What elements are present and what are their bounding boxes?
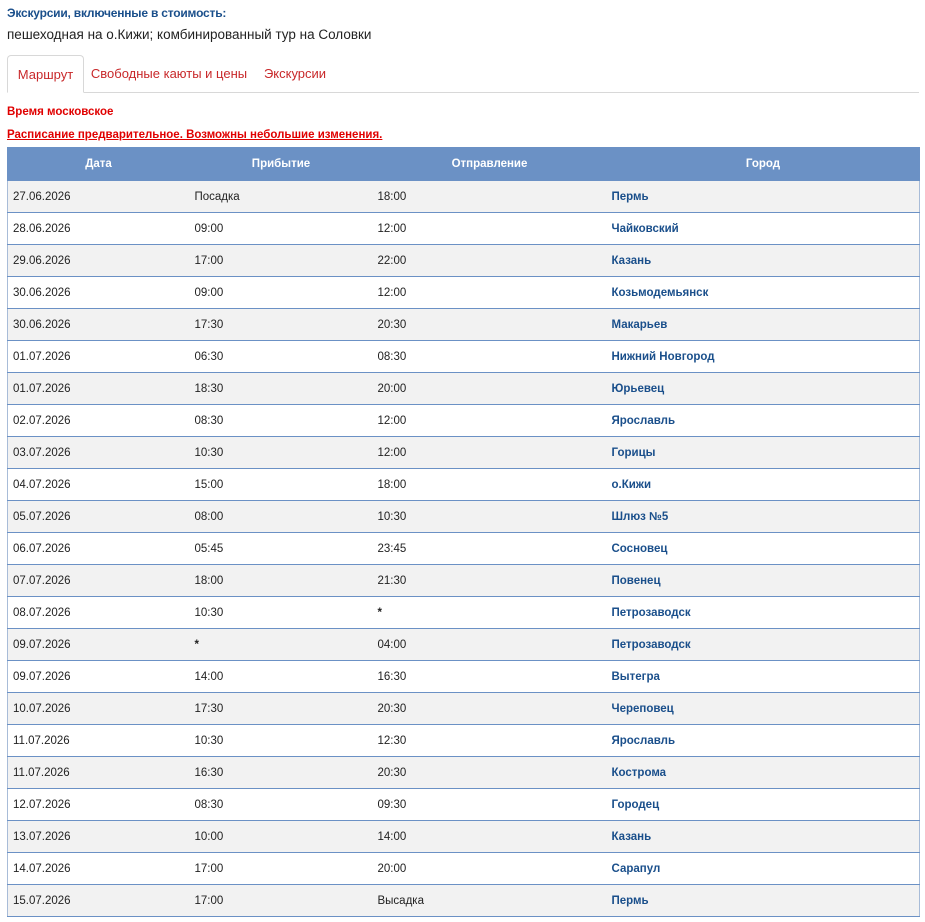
- table-row: [8, 213, 920, 245]
- departure-cell: 12:00: [373, 277, 607, 309]
- date-cell: 01.07.2026: [8, 341, 190, 373]
- departure-cell: 10:30: [373, 501, 607, 533]
- city-cell: [607, 661, 920, 693]
- table-row: [8, 437, 920, 469]
- tab-route[interactable]: Маршрут: [7, 55, 84, 93]
- departure-cell: 16:30: [373, 661, 607, 693]
- city-cell: [607, 789, 920, 821]
- date-cell: 14.07.2026: [8, 853, 190, 885]
- schedule-header-row: [8, 148, 920, 181]
- city-link[interactable]: Шлюз №5: [611, 510, 669, 523]
- arrival-cell: 10:30: [190, 597, 373, 629]
- arrival-cell: 17:30: [190, 309, 373, 341]
- date-cell: 29.06.2026: [8, 245, 190, 277]
- table-row: [8, 661, 920, 693]
- departure-cell: 23:45: [373, 533, 607, 565]
- city-link[interactable]: Сарапул: [611, 862, 661, 875]
- arrival-cell: Посадка: [190, 181, 373, 213]
- departure-cell: 22:00: [373, 245, 607, 277]
- city-cell: [607, 501, 920, 533]
- city-cell: [607, 853, 920, 885]
- city-cell: [607, 469, 920, 501]
- city-link[interactable]: Казань: [611, 254, 652, 267]
- city-link[interactable]: Кострома: [611, 766, 667, 779]
- departure-cell: 20:00: [373, 853, 607, 885]
- arrival-cell: 10:30: [190, 437, 373, 469]
- header-departure: Отправление: [373, 148, 607, 181]
- table-row: [8, 885, 920, 917]
- departure-cell: 21:30: [373, 565, 607, 597]
- table-row: [8, 757, 920, 789]
- city-cell: [607, 405, 920, 437]
- table-row: [8, 405, 920, 437]
- schedule-body: [8, 181, 920, 917]
- arrival-cell: 17:00: [190, 245, 373, 277]
- schedule-disclaimer: Расписание предварительное. Возможны небольшие изменения.: [7, 129, 383, 141]
- table-row: [8, 277, 920, 309]
- arrival-cell: 17:30: [190, 693, 373, 725]
- city-cell: [607, 597, 920, 629]
- city-cell: [607, 757, 920, 789]
- arrival-cell: 09:00: [190, 213, 373, 245]
- date-cell: 28.06.2026: [8, 213, 190, 245]
- arrival-cell: 08:30: [190, 789, 373, 821]
- city-link[interactable]: Ярославль: [611, 414, 676, 427]
- city-link[interactable]: Петрозаводск: [611, 606, 691, 619]
- departure-cell: 18:00: [373, 181, 607, 213]
- city-cell: [607, 309, 920, 341]
- city-link[interactable]: Пермь: [611, 894, 649, 907]
- table-row: [8, 821, 920, 853]
- table-row: [8, 565, 920, 597]
- date-cell: 09.07.2026: [8, 629, 190, 661]
- date-cell: 07.07.2026: [8, 565, 190, 597]
- departure-cell: *: [373, 597, 607, 629]
- city-cell: [607, 533, 920, 565]
- city-cell: [607, 373, 920, 405]
- city-cell: [607, 437, 920, 469]
- city-cell: [607, 277, 920, 309]
- date-cell: 10.07.2026: [8, 693, 190, 725]
- city-link[interactable]: Козьмодемьянск: [611, 286, 709, 299]
- departure-cell: 20:00: [373, 373, 607, 405]
- city-link[interactable]: Ярославль: [611, 734, 676, 747]
- departure-cell: Высадка: [373, 885, 607, 917]
- arrival-cell: *: [190, 629, 373, 661]
- city-link[interactable]: Казань: [611, 830, 652, 843]
- departure-cell: 20:30: [373, 309, 607, 341]
- table-row: [8, 693, 920, 725]
- table-row: [8, 469, 920, 501]
- departure-cell: 12:00: [373, 437, 607, 469]
- date-cell: 02.07.2026: [8, 405, 190, 437]
- table-row: [8, 309, 920, 341]
- date-cell: 15.07.2026: [8, 885, 190, 917]
- arrival-cell: 18:00: [190, 565, 373, 597]
- date-cell: 04.07.2026: [8, 469, 190, 501]
- city-cell: [607, 181, 920, 213]
- city-link[interactable]: Пермь: [611, 190, 649, 203]
- table-row: [8, 533, 920, 565]
- tab-bar: [7, 55, 919, 93]
- date-cell: 06.07.2026: [8, 533, 190, 565]
- city-link[interactable]: Череповец: [611, 702, 674, 715]
- table-row: [8, 501, 920, 533]
- arrival-cell: 10:30: [190, 725, 373, 757]
- city-cell: [607, 821, 920, 853]
- departure-cell: 12:00: [373, 213, 607, 245]
- city-cell: [607, 693, 920, 725]
- table-row: [8, 629, 920, 661]
- table-row: [8, 245, 920, 277]
- date-cell: 30.06.2026: [8, 309, 190, 341]
- table-row: [8, 373, 920, 405]
- date-cell: 12.07.2026: [8, 789, 190, 821]
- city-cell: [607, 629, 920, 661]
- header-date: Дата: [8, 148, 190, 181]
- city-link[interactable]: Макарьев: [611, 318, 668, 331]
- city-link[interactable]: Петрозаводск: [611, 638, 691, 651]
- city-cell: [607, 885, 920, 917]
- arrival-cell: 09:00: [190, 277, 373, 309]
- city-link[interactable]: Горицы: [611, 446, 656, 459]
- departure-cell: 18:00: [373, 469, 607, 501]
- tab-excursions[interactable]: Экскурсии: [263, 66, 327, 81]
- header-city: Город: [607, 148, 920, 181]
- arrival-cell: 14:00: [190, 661, 373, 693]
- arrival-cell: 10:00: [190, 821, 373, 853]
- arrival-cell: 17:00: [190, 853, 373, 885]
- city-link[interactable]: Чайковский: [611, 222, 679, 235]
- city-link[interactable]: Сосновец: [611, 542, 668, 555]
- departure-cell: 09:30: [373, 789, 607, 821]
- date-cell: 08.07.2026: [8, 597, 190, 629]
- date-cell: 01.07.2026: [8, 373, 190, 405]
- city-link[interactable]: Повенец: [611, 574, 661, 587]
- city-cell: [607, 725, 920, 757]
- arrival-cell: 15:00: [190, 469, 373, 501]
- arrival-cell: 06:30: [190, 341, 373, 373]
- date-cell: 11.07.2026: [8, 725, 190, 757]
- date-cell: 27.06.2026: [8, 181, 190, 213]
- departure-cell: 04:00: [373, 629, 607, 661]
- date-cell: 05.07.2026: [8, 501, 190, 533]
- arrival-cell: 08:30: [190, 405, 373, 437]
- city-link[interactable]: Вытегра: [611, 670, 660, 683]
- departure-cell: 12:00: [373, 405, 607, 437]
- departure-cell: 12:30: [373, 725, 607, 757]
- city-cell: [607, 245, 920, 277]
- arrival-cell: 08:00: [190, 501, 373, 533]
- date-cell: 30.06.2026: [8, 277, 190, 309]
- arrival-cell: 16:30: [190, 757, 373, 789]
- city-link[interactable]: Юрьевец: [611, 382, 665, 395]
- table-row: [8, 181, 920, 213]
- departure-cell: 08:30: [373, 341, 607, 373]
- departure-cell: 20:30: [373, 693, 607, 725]
- excursions-included-title: Экскурсии, включенные в стоимость:: [7, 6, 227, 20]
- city-cell: [607, 565, 920, 597]
- city-cell: [607, 213, 920, 245]
- table-row: [8, 725, 920, 757]
- arrival-cell: 05:45: [190, 533, 373, 565]
- tab-cabins-prices[interactable]: Свободные каюты и цены: [90, 66, 248, 81]
- table-row: [8, 341, 920, 373]
- arrival-cell: 17:00: [190, 885, 373, 917]
- date-cell: 13.07.2026: [8, 821, 190, 853]
- departure-cell: 20:30: [373, 757, 607, 789]
- departure-cell: 14:00: [373, 821, 607, 853]
- table-row: [8, 789, 920, 821]
- city-link[interactable]: Городец: [611, 798, 660, 811]
- date-cell: 03.07.2026: [8, 437, 190, 469]
- table-row: [8, 597, 920, 629]
- city-link[interactable]: о.Кижи: [611, 478, 652, 491]
- arrival-cell: 18:30: [190, 373, 373, 405]
- city-cell: [607, 341, 920, 373]
- schedule-table: [7, 147, 920, 917]
- city-link[interactable]: Нижний Новгород: [611, 350, 715, 363]
- moscow-time-note: Время московское: [7, 106, 114, 118]
- header-arrival: Прибытие: [190, 148, 373, 181]
- table-row: [8, 853, 920, 885]
- date-cell: 11.07.2026: [8, 757, 190, 789]
- excursions-included-text: пешеходная на о.Кижи; комбинированный тур на Соловки: [7, 27, 372, 42]
- date-cell: 09.07.2026: [8, 661, 190, 693]
